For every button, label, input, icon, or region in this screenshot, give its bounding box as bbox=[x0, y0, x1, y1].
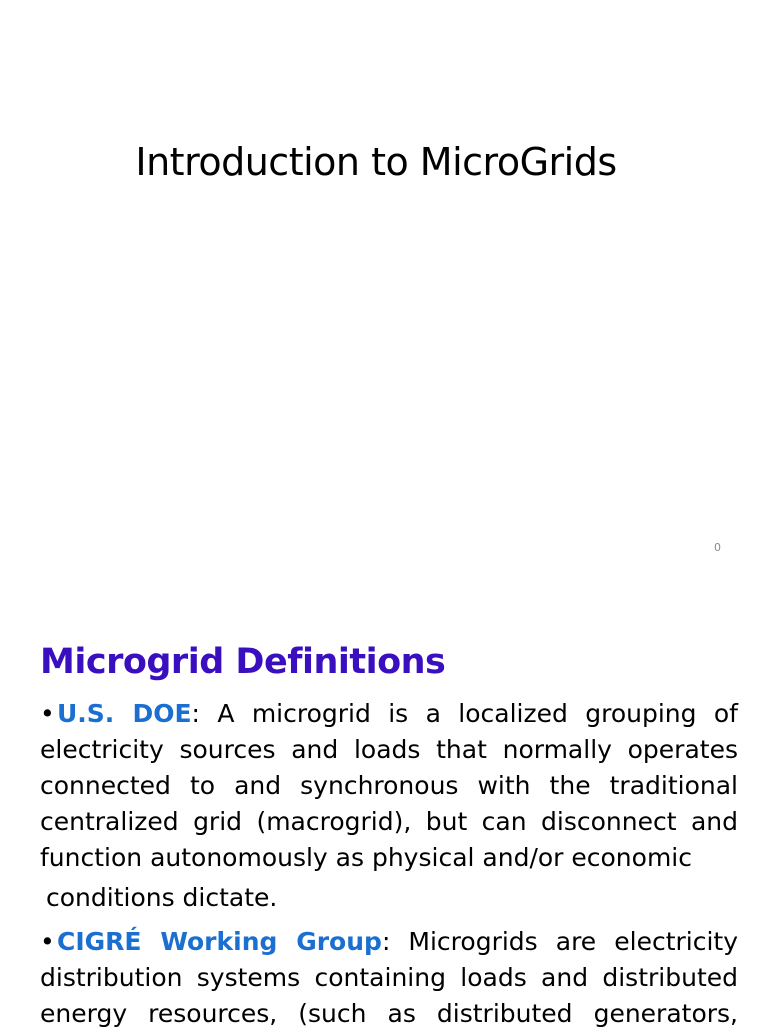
cigre-line-1 bbox=[40, 924, 738, 960]
doe-line-3: connected to and synchronous with the traditional bbox=[40, 771, 738, 800]
slide-title: Introduction to MicroGrids bbox=[135, 140, 617, 184]
cigre-term: CIGRÉ Working Group bbox=[57, 927, 382, 956]
cigre-definition-paragraph bbox=[40, 924, 738, 1032]
doe-line-2: electricity sources and loads that normally operates bbox=[40, 735, 738, 764]
doe-line-5: function autonomously as physical and/or economic bbox=[40, 843, 692, 872]
cigre-line-2: distribution systems containing loads and distributed bbox=[40, 963, 738, 992]
doe-definition-paragraph bbox=[40, 696, 738, 876]
doe-line-1 bbox=[40, 696, 738, 732]
cigre-line-1-text: : Microgrids are electricity bbox=[381, 927, 739, 956]
definitions-heading: Microgrid Definitions bbox=[40, 642, 446, 682]
bullet-icon: • bbox=[40, 699, 55, 728]
doe-term: U.S. DOE bbox=[57, 699, 192, 728]
doe-line-4: centralized grid (macrogrid), but can disconnect and bbox=[40, 807, 738, 836]
doe-line-1-text: : A microgrid is a localized grouping of bbox=[191, 699, 738, 728]
bullet-icon: • bbox=[40, 927, 55, 956]
cigre-line-3: energy resources, (such as distributed generators, bbox=[40, 999, 738, 1028]
doe-definition-tail: conditions dictate. bbox=[46, 883, 278, 912]
page-number: 0 bbox=[714, 541, 721, 554]
definitions-slide bbox=[0, 580, 768, 1028]
